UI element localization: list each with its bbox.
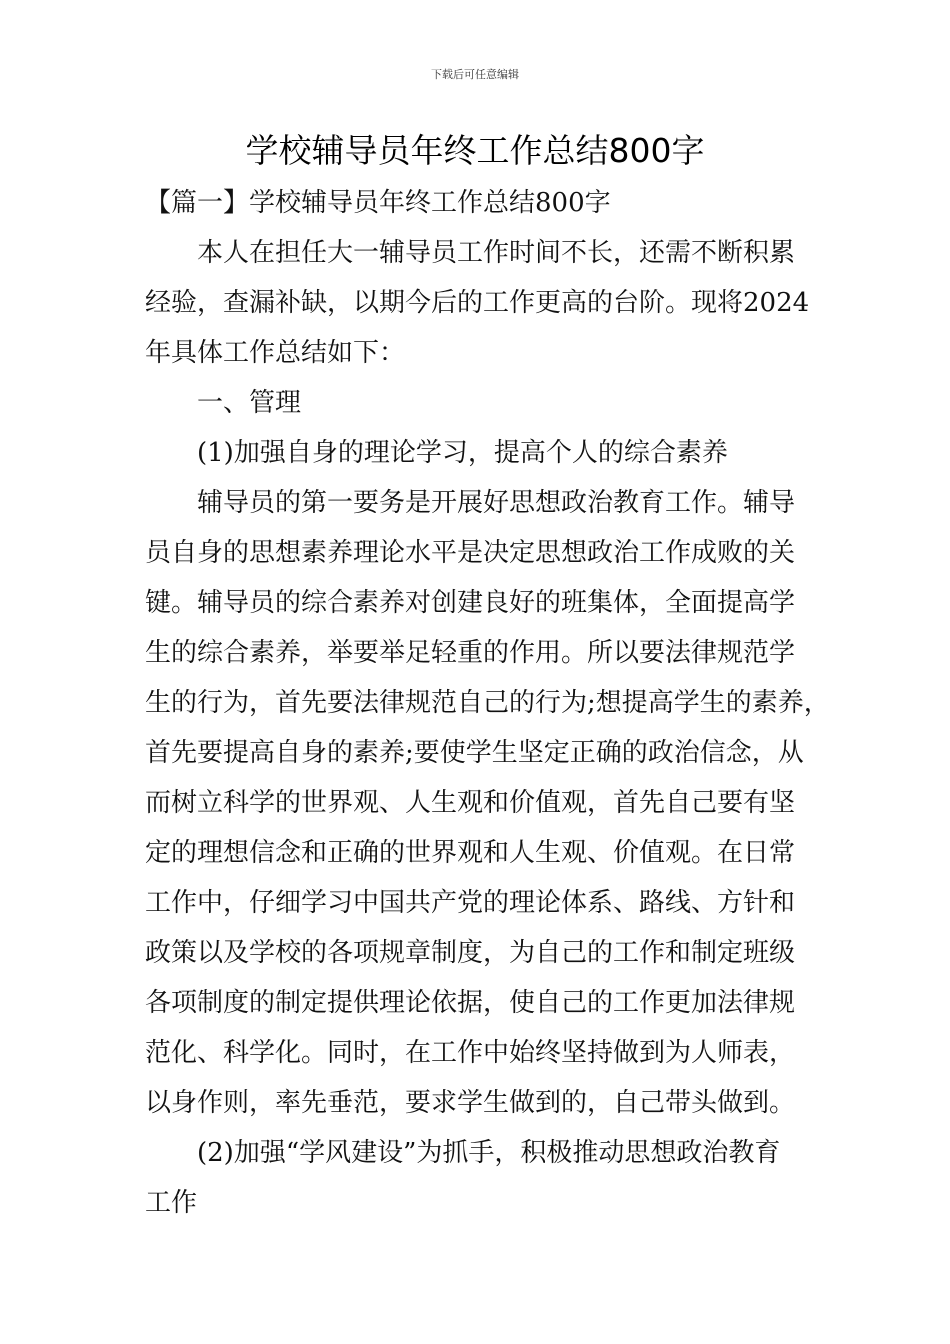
text-line: 定的理想信念和正确的世界观和人生观、价值观。在日常 [145,838,796,868]
text-line: 工作中，仔细学习中国共产党的理论体系、路线、方针和 [145,888,796,918]
text-line: 以身作则，率先垂范，要求学生做到的，自己带头做到。 [145,1088,796,1118]
text-line: 年具体工作总结如下： [145,338,406,368]
text-line: 【篇一】学校辅导员年终工作总结800字 [145,188,611,218]
text-line: 政策以及学校的各项规章制度，为自己的工作和制定班级 [145,938,796,968]
text-line: 生的行为，首先要法律规范自己的行为;想提高学生的素养， [145,688,830,718]
text-line: 工作 [145,1188,198,1218]
text-line: 各项制度的制定提供理论依据，使自己的工作更加法律规 [145,988,796,1018]
text-line: (1)加强自身的理论学习，提高个人的综合素养 [197,438,728,468]
text-line: 一、管理 [197,388,302,418]
text-line: 辅导员的第一要务是开展好思想政治教育工作。辅导 [197,488,796,518]
text-line: 首先要提高自身的素养;要使学生坚定正确的政治信念，从 [145,738,804,768]
text-line: 经验，查漏补缺，以期今后的工作更高的台阶。现将2024 [145,288,810,318]
document-body [145,178,830,1228]
document-title: 学校辅导员年终工作总结800字 [245,131,705,170]
text-line: 生的综合素养，举要举足轻重的作用。所以要法律规范学 [145,638,796,668]
text-line: 员自身的思想素养理论水平是决定思想政治工作成败的关 [145,538,796,568]
text-line: 而树立科学的世界观、人生观和价值观，首先自己要有坚 [145,788,796,818]
text-line: 本人在担任大一辅导员工作时间不长，还需不断积累 [197,238,796,268]
text-line: (2)加强“学风建设”为抓手，积极推动思想政治教育 [197,1138,781,1168]
text-line: 键。辅导员的综合素养对创建良好的班集体，全面提高学 [145,588,796,618]
text-line: 范化、科学化。同时，在工作中始终坚持做到为人师表， [145,1038,796,1068]
page-header-note: 下载后可任意编辑 [431,68,519,81]
